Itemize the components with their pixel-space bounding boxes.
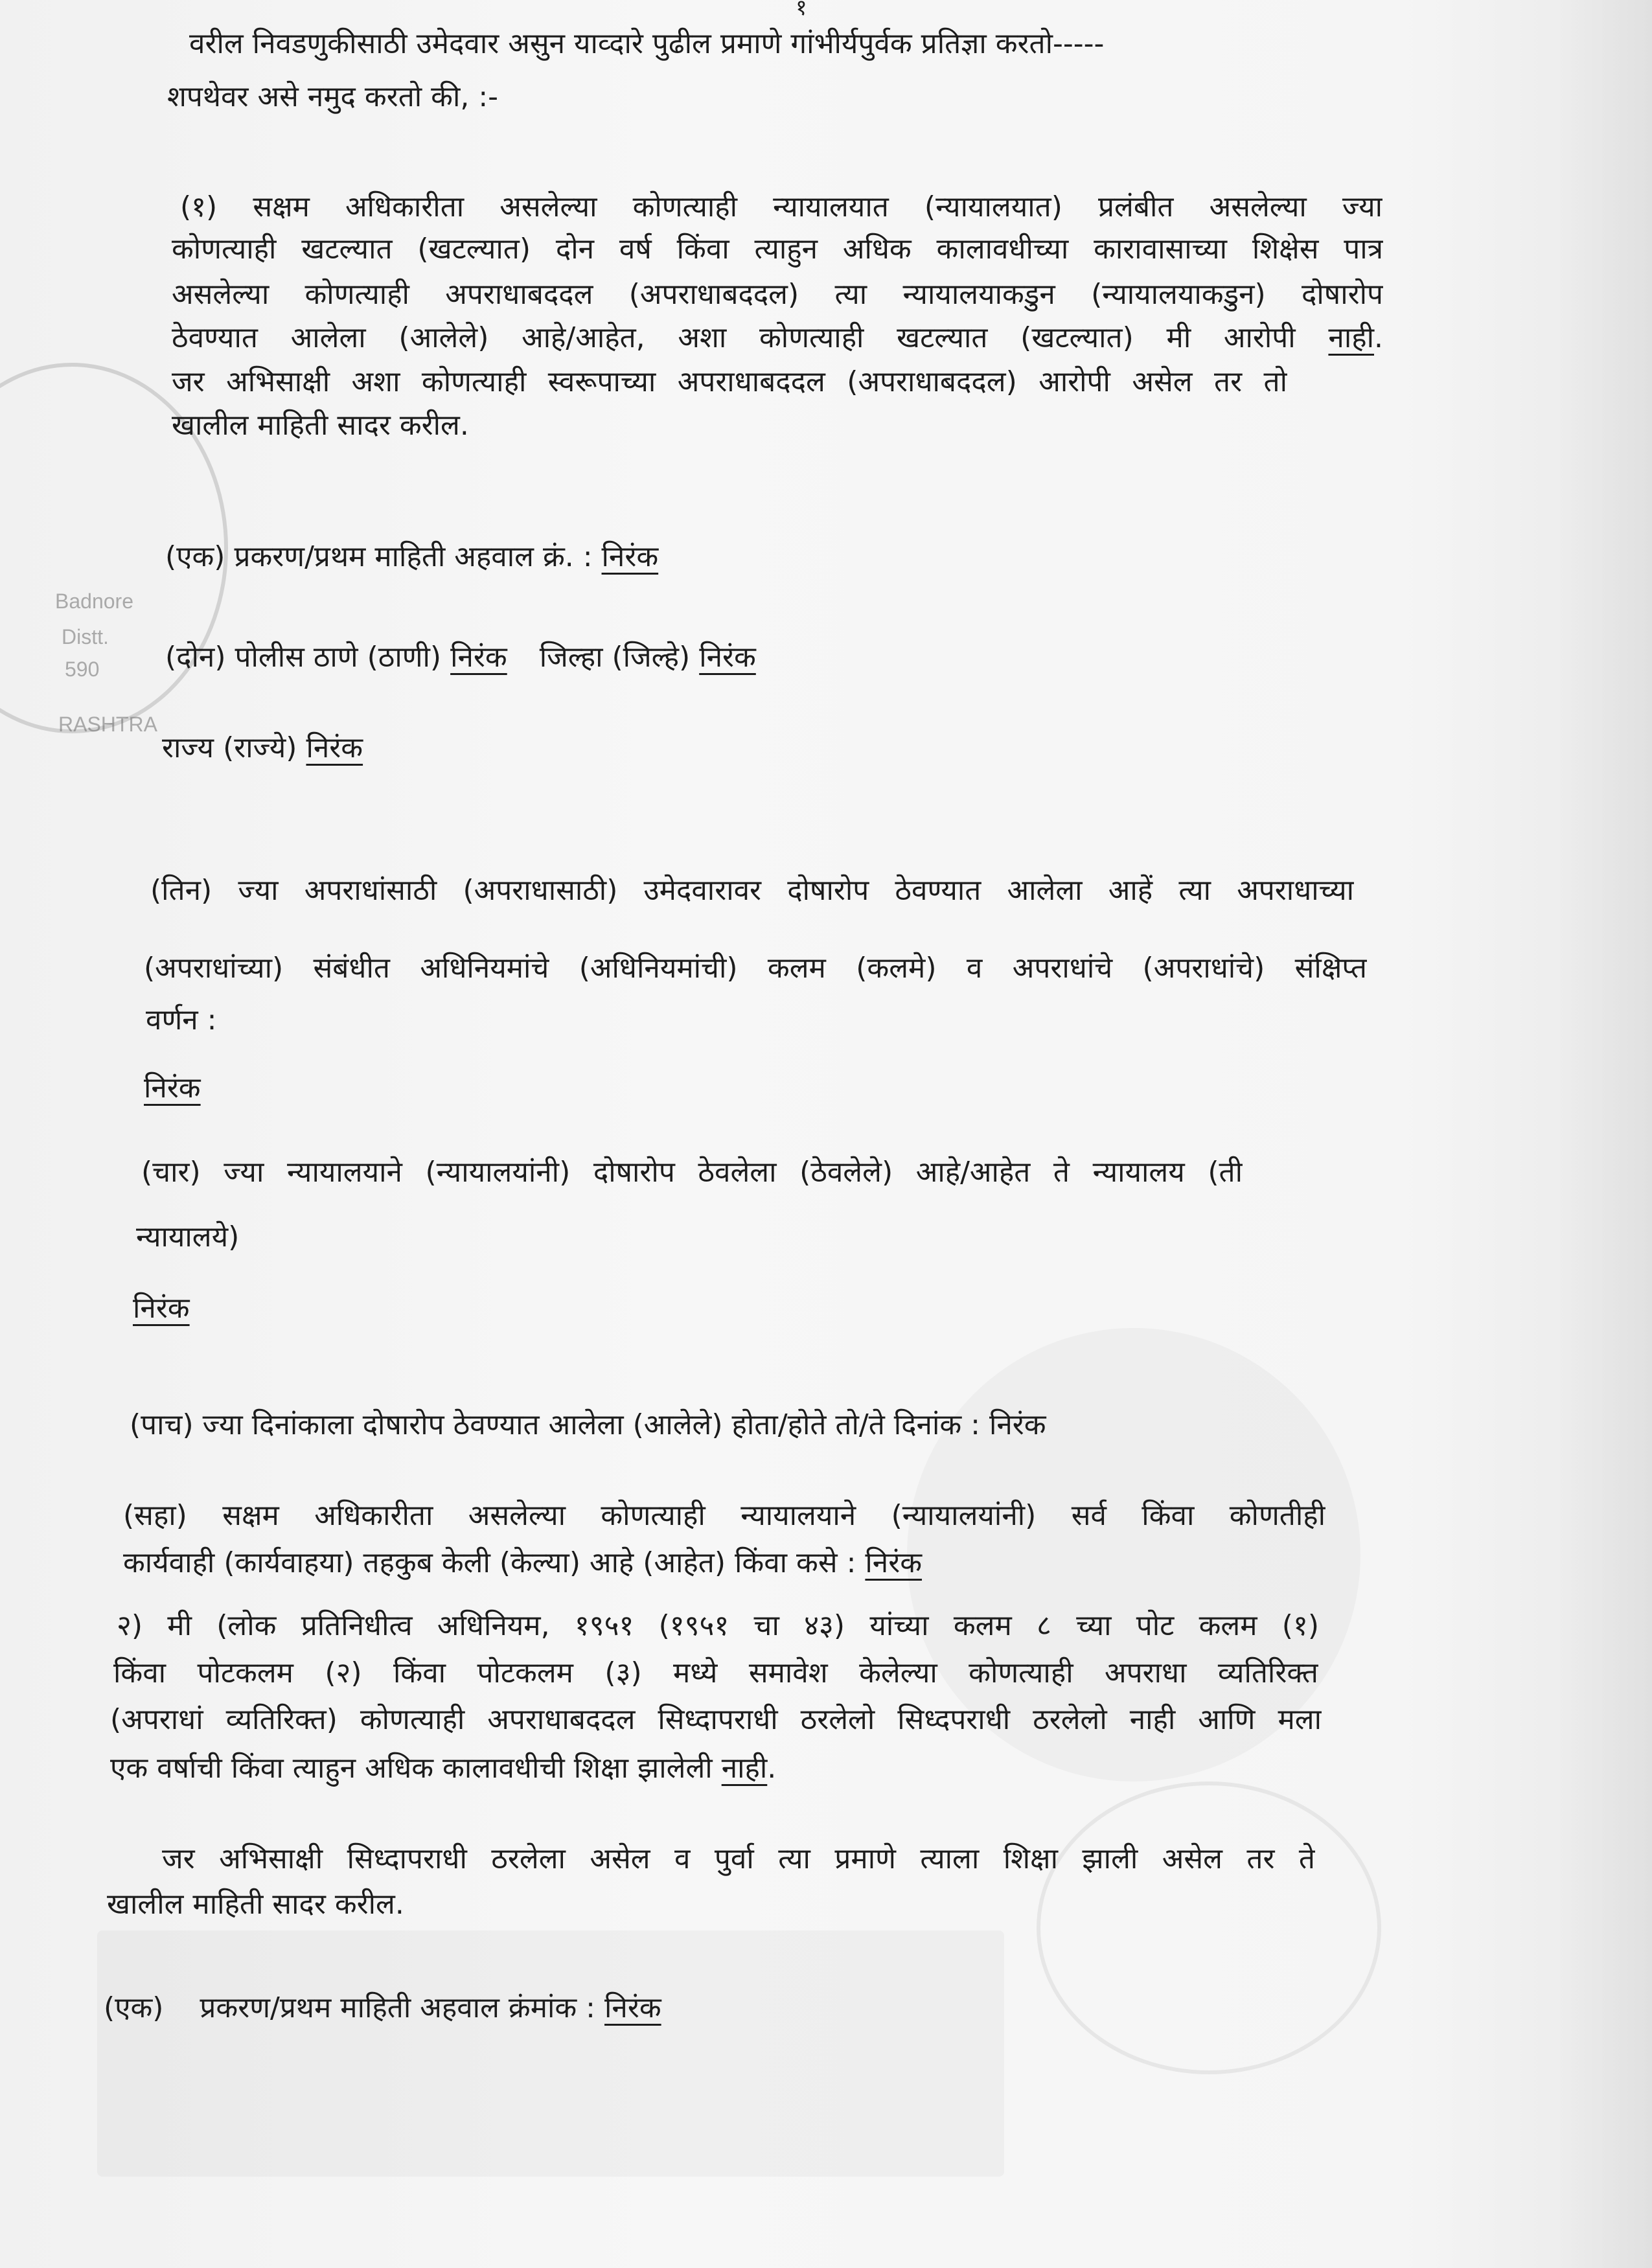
clause1-line-1: (१) सक्षम अधिकारीता असलेल्या कोणत्याही न्यायालयात (न्यायालयात) प्रलंबीत असलेल्या ज्या	[180, 190, 1382, 223]
item-tin-value-text: निरंक	[144, 1071, 201, 1105]
item-ek2-label: (एक) प्रकरण/प्रथम माहिती अहवाल क्रंमांक :	[104, 1991, 596, 2024]
item-rajya-value: निरंक	[306, 731, 363, 764]
item-don-district-label: जिल्हा (जिल्हे)	[539, 641, 691, 674]
item-rajya	[162, 729, 363, 768]
item-saha-line-1: (सहा) सक्षम अधिकारीता असलेल्या कोणत्याही न्यायालयाने (न्यायालयांनी) सर्व किंवा कोणतीही	[123, 1499, 1325, 1532]
item-char-value	[133, 1289, 190, 1328]
clause2-follow-line-2: खालील माहिती सादर करील.	[107, 1888, 404, 1921]
clause2-nahi: नाही	[721, 1752, 768, 1785]
item-pach-value: निरंक	[989, 1408, 1046, 1441]
item-saha-value: निरंक	[865, 1546, 923, 1579]
bleed-through-block	[97, 1930, 1004, 2177]
clause1-line-2: कोणत्याही खटल्यात (खटल्यात) दोन वर्ष किंवा त्याहुन अधिक कालावधीच्या कारावासाच्या शिक्षेस पात्र	[172, 233, 1383, 266]
clause1-line-4	[172, 319, 1383, 358]
item-char-line-1: (चार) ज्या न्यायालयाने (न्यायालयांनी) दोषारोप ठेवलेला (ठेवलेले) आहे/आहेत ते न्यायालय (ती	[141, 1156, 1243, 1189]
item-tin-line-1: (तिन) ज्या अपराधांसाठी (अपराधासाठी) उमेदवारावर दोषारोप ठेवण्यात आलेला आहें त्या अपराधाच्या	[150, 874, 1354, 907]
item-char-value-text: निरंक	[133, 1292, 190, 1325]
item-don-label: (दोन) पोलीस ठाणे (ठाणी)	[165, 641, 442, 674]
clause1-line-4-text: ठेवण्यात आलेला (आलेले) आहे/आहेत, अशा कोणत्याही खटल्यात (खटल्यात) मी आरोपी	[172, 321, 1296, 354]
item-ek2	[104, 1989, 661, 2028]
item-char-line-2: न्यायालये)	[136, 1220, 240, 1254]
item-ek-value: निरंक	[601, 540, 659, 573]
clause1-line-4-end: .	[1374, 321, 1383, 354]
item-tin-line-3: वर्णन :	[146, 1003, 217, 1037]
clause2-line-4-text: एक वर्षाची किंवा त्याहुन अधिक कालावधीची शिक्षा झालेली	[110, 1752, 713, 1785]
page-edge-shadow	[1555, 0, 1652, 2268]
clause2-line-1: २) मी (लोक प्रतिनिधीत्व अधिनियम, १९५१ (१९५१ चा ४३) यांच्या कलम ८ च्या पोट कलम (१)	[117, 1609, 1319, 1642]
clause1-line-3: असलेल्या कोणत्याही अपराधाबददल (अपराधाबददल) त्या न्यायालयाकडुन (न्यायालयाकडुन) दोषारोप	[172, 278, 1383, 311]
bleed-through-stamp	[1037, 1781, 1381, 2074]
stamp-text-4: RASHTRA	[58, 713, 157, 736]
clause1-line-6: खालील माहिती सादर करील.	[172, 409, 469, 442]
clause2-line-4	[110, 1749, 776, 1788]
clause2-follow-line-1: जर अभिसाक्षी सिध्दापराधी ठरलेला असेल व पुर्वा त्या प्रमाणे त्याला शिक्षा झाली असेल तर ते	[162, 1842, 1315, 1875]
item-ek-label: (एक) प्रकरण/प्रथम माहिती अहवाल क्रं. :	[165, 540, 593, 573]
clause1-nahi: नाही	[1328, 321, 1374, 354]
item-saha-line-2	[123, 1544, 922, 1583]
item-don-value: निरंक	[450, 641, 507, 674]
stamp-text-2: Distt.	[62, 625, 109, 648]
item-saha-line-2-text: कार्यवाही (कार्यवाहया) तहकुब केली (केल्या) आहे (आहेत) किंवा कसे :	[123, 1546, 856, 1579]
item-rajya-label: राज्य (राज्ये)	[162, 731, 297, 764]
clause2-line-4-end: .	[767, 1752, 777, 1785]
item-ek	[165, 538, 658, 577]
stamp-text-1: Badnore	[55, 590, 133, 613]
clause2-line-3: (अपराधां व्यतिरिक्त) कोणत्याही अपराधाबददल सिध्दापराधी ठरलेलो सिध्दपराधी ठरलेलो नाही आणि मला	[110, 1703, 1322, 1736]
item-don	[165, 638, 756, 677]
stamp-text-3: 590	[65, 658, 100, 681]
intro-line-2: शपथेवर असे नमुद करतो की, :-	[167, 80, 499, 113]
item-don-district-value: निरंक	[699, 641, 756, 674]
intro-line-1: वरील निवडणुकीसाठी उमेदवार असुन याव्दारे पुढील प्रमाणे गांभीर्यपुर्वक प्रतिज्ञा करतो-----	[189, 27, 1105, 60]
clause2-line-2: किंवा पोटकलम (२) किंवा पोटकलम (३) मध्ये समावेश केलेल्या कोणत्याही अपराधा व्यतिरिक्त	[113, 1656, 1318, 1690]
item-pach-label: (पाच) ज्या दिनांकाला दोषारोप ठेवण्यात आलेला (आलेले) होता/होते तो/ते दिनांक :	[130, 1408, 980, 1441]
top-mark: १	[796, 0, 807, 21]
item-ek2-value: निरंक	[604, 1991, 661, 2024]
item-tin-value	[144, 1069, 201, 1108]
item-tin-line-2: (अपराधांच्या) संबंधीत अधिनियमांचे (अधिनियमांची) कलम (कलमे) व अपराधांचे (अपराधांचे) संक्षिप्त	[144, 952, 1367, 985]
item-pach	[130, 1406, 1046, 1445]
clause1-line-5: जर अभिसाक्षी अशा कोणत्याही स्वरूपाच्या अपराधाबददल (अपराधाबददल) आरोपी असेल तर तो	[172, 365, 1287, 398]
